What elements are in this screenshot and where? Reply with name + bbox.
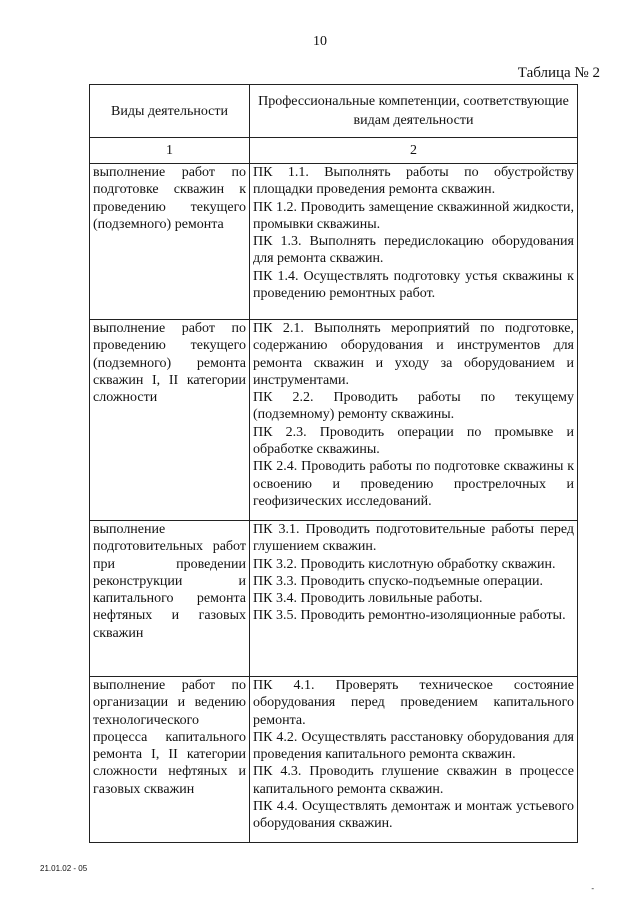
competence-item: ПК 1.1. Выполнять работы по обустройству площадки проведения ремонта скважин. (253, 165, 574, 198)
competences-cell (250, 521, 578, 677)
competence-item: ПК 2.1. Выполнять мероприятий по подготовке, содержанию оборудования и инструментов для ремонта скважин и уходу за оборудованием и инструментами. (253, 321, 574, 388)
activity-cell: выполнение подготовительных работ при проведении реконструкции и капитального ремонта нефтяных и газовых скважин (90, 521, 250, 677)
competence-item: ПК 4.3. Проводить глушение скважин в процессе капитального ремонта скважин. (253, 764, 574, 797)
competences-cell (250, 320, 578, 521)
activity-cell: выполнение работ по организации и ведению технологического процесса капитального ремонта I, II категории сложности нефтяных и газовых скважин (90, 677, 250, 843)
competence-item: ПК 3.5. Проводить ремонтно-изоляционные работы. (253, 608, 566, 624)
competence-item: ПК 3.3. Проводить спуско-подъемные операции. (253, 573, 543, 589)
competence-item: ПК 2.3. Проводить операции по промывке и обработке скважины. (253, 424, 574, 458)
activity-cell: выполнение работ по проведению текущего (подземного) ремонта скважин I, II категории сложности (90, 320, 250, 521)
competence-item: ПК 1.4. Осуществлять подготовку устья скважины к проведению ремонтных работ. (253, 268, 574, 302)
document-code: 21.01.02 - 05 (40, 864, 88, 873)
competence-item: ПК 4.2. Осуществлять расстановку оборудования для проведения капитального ремонта скважин. (253, 729, 574, 763)
competence-item: ПК 2.2. Проводить работы по текущему (подземному) ремонту скважины. (253, 390, 574, 423)
corner-mark: - (591, 884, 594, 893)
competence-item: ПК 3.4. Проводить ловильные работы. (253, 591, 483, 607)
competence-item: ПК 1.2. Проводить замещение скважинной жидкости, промывки скважины. (253, 199, 574, 232)
table-row (90, 677, 578, 843)
page-number: 10 (313, 34, 327, 49)
competence-item: ПК 3.1. Проводить подготовительные работы перед глушением скважин. (253, 522, 574, 555)
table-label: Таблица № 2 (517, 65, 600, 81)
competences-cell (250, 164, 578, 320)
competence-item: ПК 3.2. Проводить кислотную обработку скважин. (253, 556, 556, 572)
table-row (90, 521, 578, 677)
competence-item: ПК 2.4. Проводить работы по подготовке скважины к освоению и проведению прострелочных и геофизических исследований. (253, 459, 574, 509)
competences-table (89, 84, 578, 843)
column-number-1: 1 (90, 138, 250, 164)
activity-cell: выполнение работ по подготовке скважин к проведению текущего (подземного) ремонта (90, 164, 250, 320)
competence-item: ПК 1.3. Выполнять передислокацию оборудования для ремонта скважин. (253, 234, 574, 267)
column-number-2: 2 (250, 138, 578, 164)
competences-cell (250, 677, 578, 843)
header-competences: Профессиональные компетенции, соответствующие видам деятельности (250, 85, 578, 138)
table-row (90, 320, 578, 521)
table-header-row (90, 85, 578, 138)
competence-item: ПК 4.1. Проверять техническое состояние оборудования перед проведением капитального ремонта. (253, 678, 574, 728)
competence-item: ПК 4.4. Осуществлять демонтаж и монтаж устьевого оборудования скважин. (253, 799, 574, 832)
header-activity: Виды деятельности (90, 85, 250, 138)
column-number-row (90, 138, 578, 164)
table-row (90, 164, 578, 320)
